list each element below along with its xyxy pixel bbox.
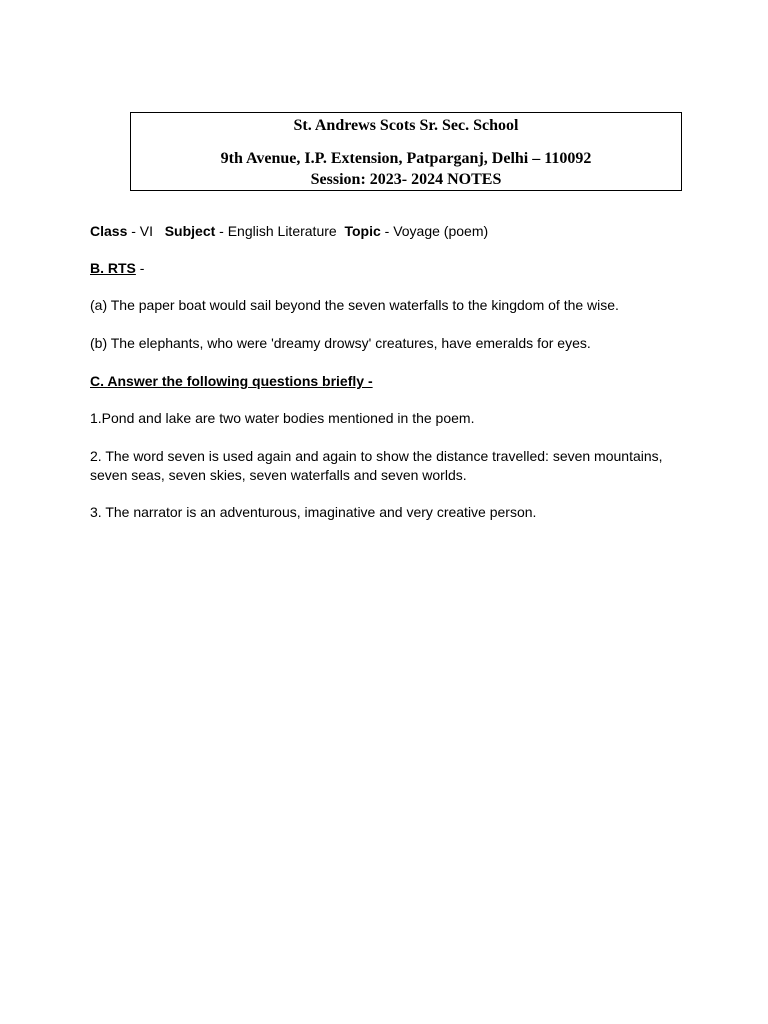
session-title: Session: 2023- 2024 NOTES bbox=[310, 171, 502, 188]
answer-b-b: (b) The elephants, who were 'dreamy drowsy' creatures, have emeralds for eyes. bbox=[90, 335, 591, 351]
subject-label: Subject bbox=[164, 223, 216, 239]
answer-c-1: 1.Pond and lake are two water bodies mentioned in the poem. bbox=[90, 410, 475, 426]
answer-c-3: 3. The narrator is an adventurous, imaginative and very creative person. bbox=[90, 504, 537, 520]
section-b-suffix: - bbox=[135, 260, 145, 276]
topic-value: - Voyage (poem) bbox=[380, 223, 489, 239]
class-value: - VI bbox=[127, 223, 154, 239]
school-name: St. Andrews Scots Sr. Sec. School bbox=[293, 117, 519, 134]
class-subject-topic-line bbox=[90, 222, 690, 241]
answer-c-2: 2. The word seven is used again and again to show the distance travelled: seven mountains, seven seas, seven skies, seven waterfalls and seven worlds. bbox=[90, 448, 663, 483]
subject-value: - English Literature bbox=[215, 223, 337, 239]
section-b-title: B. RTS bbox=[90, 260, 136, 276]
section-c-heading: C. Answer the following questions briefly - bbox=[90, 373, 373, 389]
answer-b-a: (a) The paper boat would sail beyond the seven waterfalls to the kingdom of the wise. bbox=[90, 297, 619, 313]
school-header-box bbox=[130, 112, 682, 191]
topic-label: Topic bbox=[344, 223, 381, 239]
section-b-heading bbox=[90, 259, 690, 278]
class-label: Class bbox=[90, 223, 128, 239]
school-address: 9th Avenue, I.P. Extension, Patparganj, Delhi – 110092 bbox=[220, 150, 592, 167]
